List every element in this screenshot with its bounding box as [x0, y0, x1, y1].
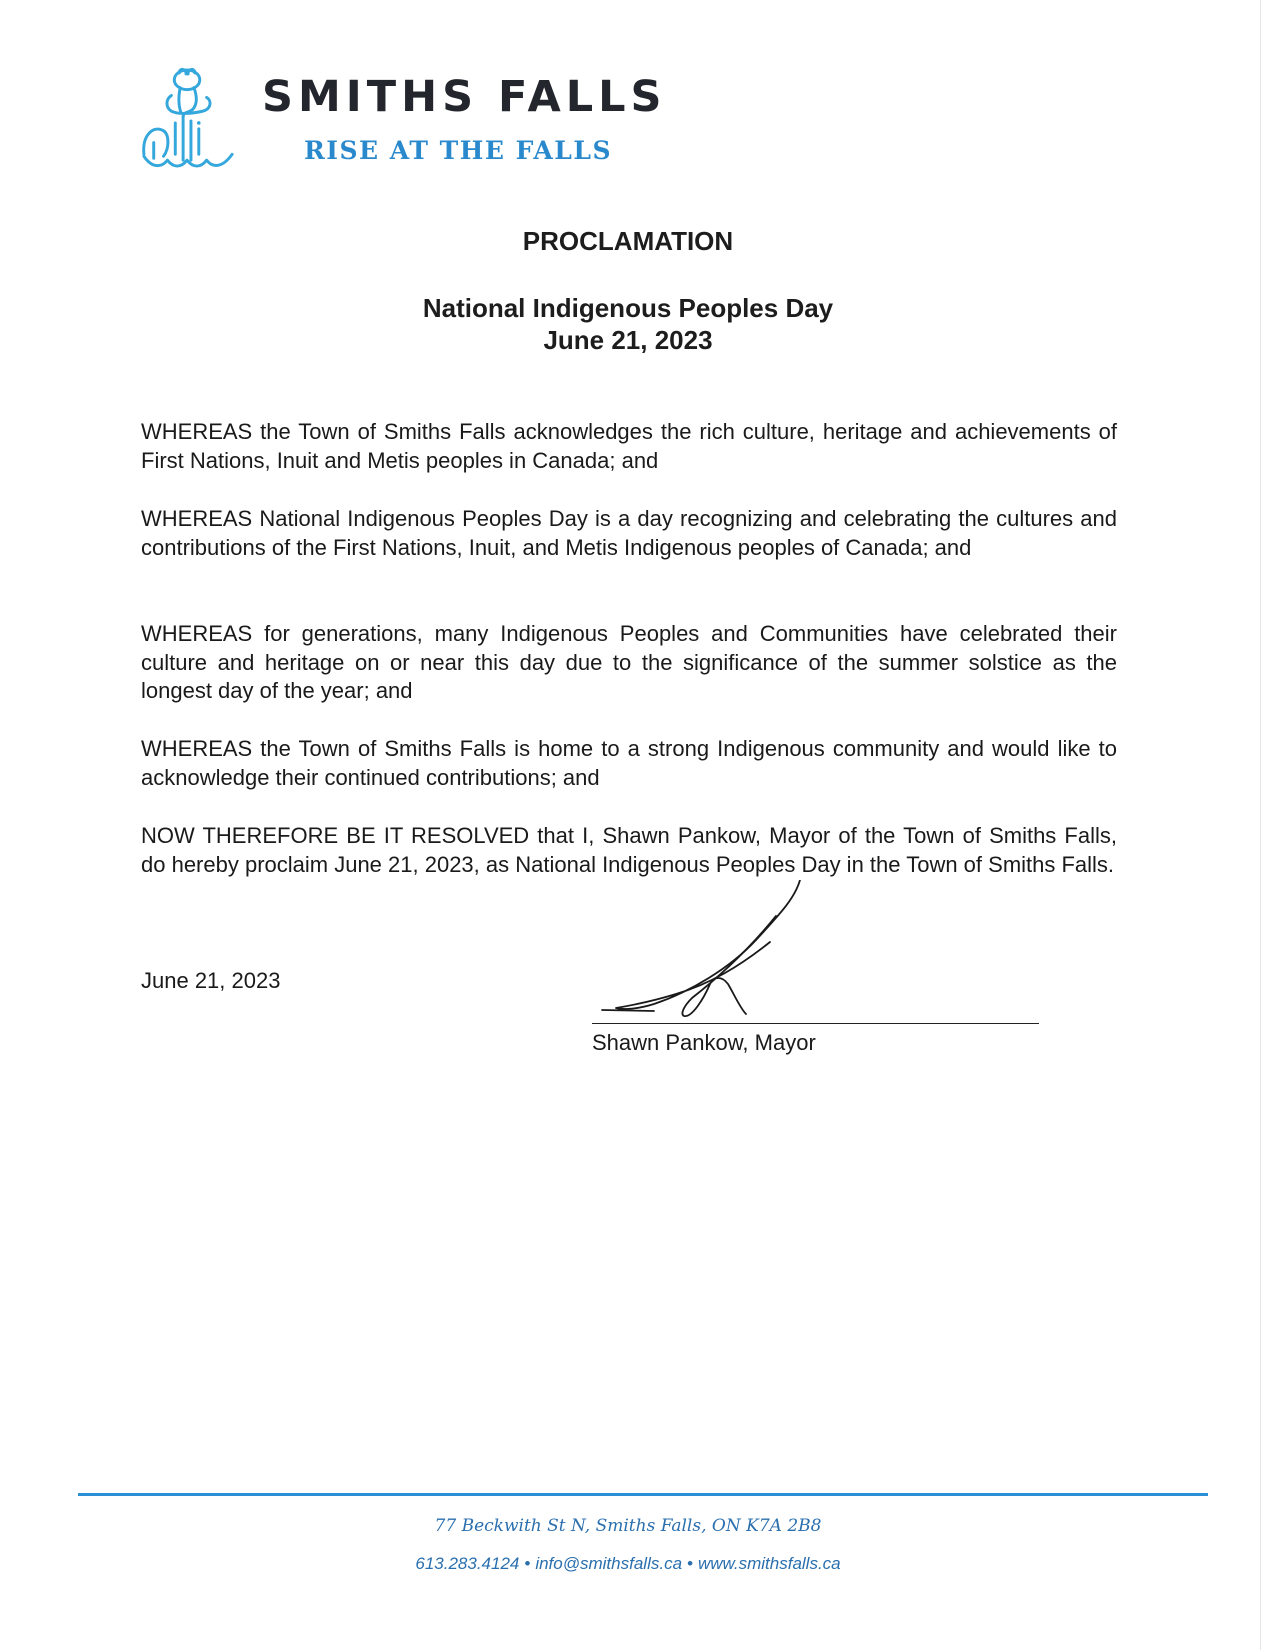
smiths-falls-logo-icon: [140, 66, 238, 174]
brand-name: SMITHS FALLS: [262, 72, 667, 122]
event-date: June 21, 2023: [543, 325, 713, 355]
document-type-heading: PROCLAMATION: [522, 226, 734, 256]
whereas-clause: WHEREAS National Indigenous Peoples Day is a day recognizing and celebrating the cultures and contributions of the First Nations, Inuit, and Metis Indigenous peoples of Canada; and: [141, 506, 1117, 560]
signing-date: June 21, 2023: [141, 968, 281, 993]
whereas-clause: WHEREAS the Town of Smiths Falls acknowledges the rich culture, heritage and achievements of First Nations, Inuit and Metis peoples in Canada; and: [141, 419, 1117, 473]
whereas-clause: WHEREAS the Town of Smiths Falls is home to a strong Indigenous community and would like to acknowledge their continued contributions; and: [141, 736, 1117, 790]
footer-address: 77 Beckwith St N, Smiths Falls, ON K7A 2B8: [434, 1516, 822, 1536]
page-edge: [1260, 0, 1261, 1650]
handwritten-signature-icon: [580, 880, 880, 1040]
footer-email[interactable]: info@smithsfalls.ca: [535, 1554, 683, 1573]
footer-separator: •: [524, 1554, 531, 1573]
footer-website[interactable]: www.smithsfalls.ca: [697, 1554, 841, 1573]
event-heading: [0, 292, 1256, 356]
whereas-clause: WHEREAS for generations, many Indigenous Peoples and Communities have celebrated their culture and heritage on or near this day due to the significance of the summer solstice as the longest day of the year; and: [141, 621, 1117, 703]
footer-contact: [0, 1554, 1256, 1574]
footer-phone: 613.283.4124: [415, 1554, 520, 1573]
brand-tagline: RISE AT THE FALLS: [304, 136, 612, 165]
signatory-caption: Shawn Pankow, Mayor: [592, 1030, 816, 1055]
footer-separator: •: [687, 1554, 693, 1573]
resolution-clause: NOW THEREFORE BE IT RESOLVED that I, Shawn Pankow, Mayor of the Town of Smiths Falls, do hereby proclaim June 21, 2023, as National Indigenous Peoples Day in the Town of Smiths Falls.: [141, 823, 1117, 877]
event-name: National Indigenous Peoples Day: [422, 293, 834, 323]
footer-divider: [78, 1493, 1208, 1496]
